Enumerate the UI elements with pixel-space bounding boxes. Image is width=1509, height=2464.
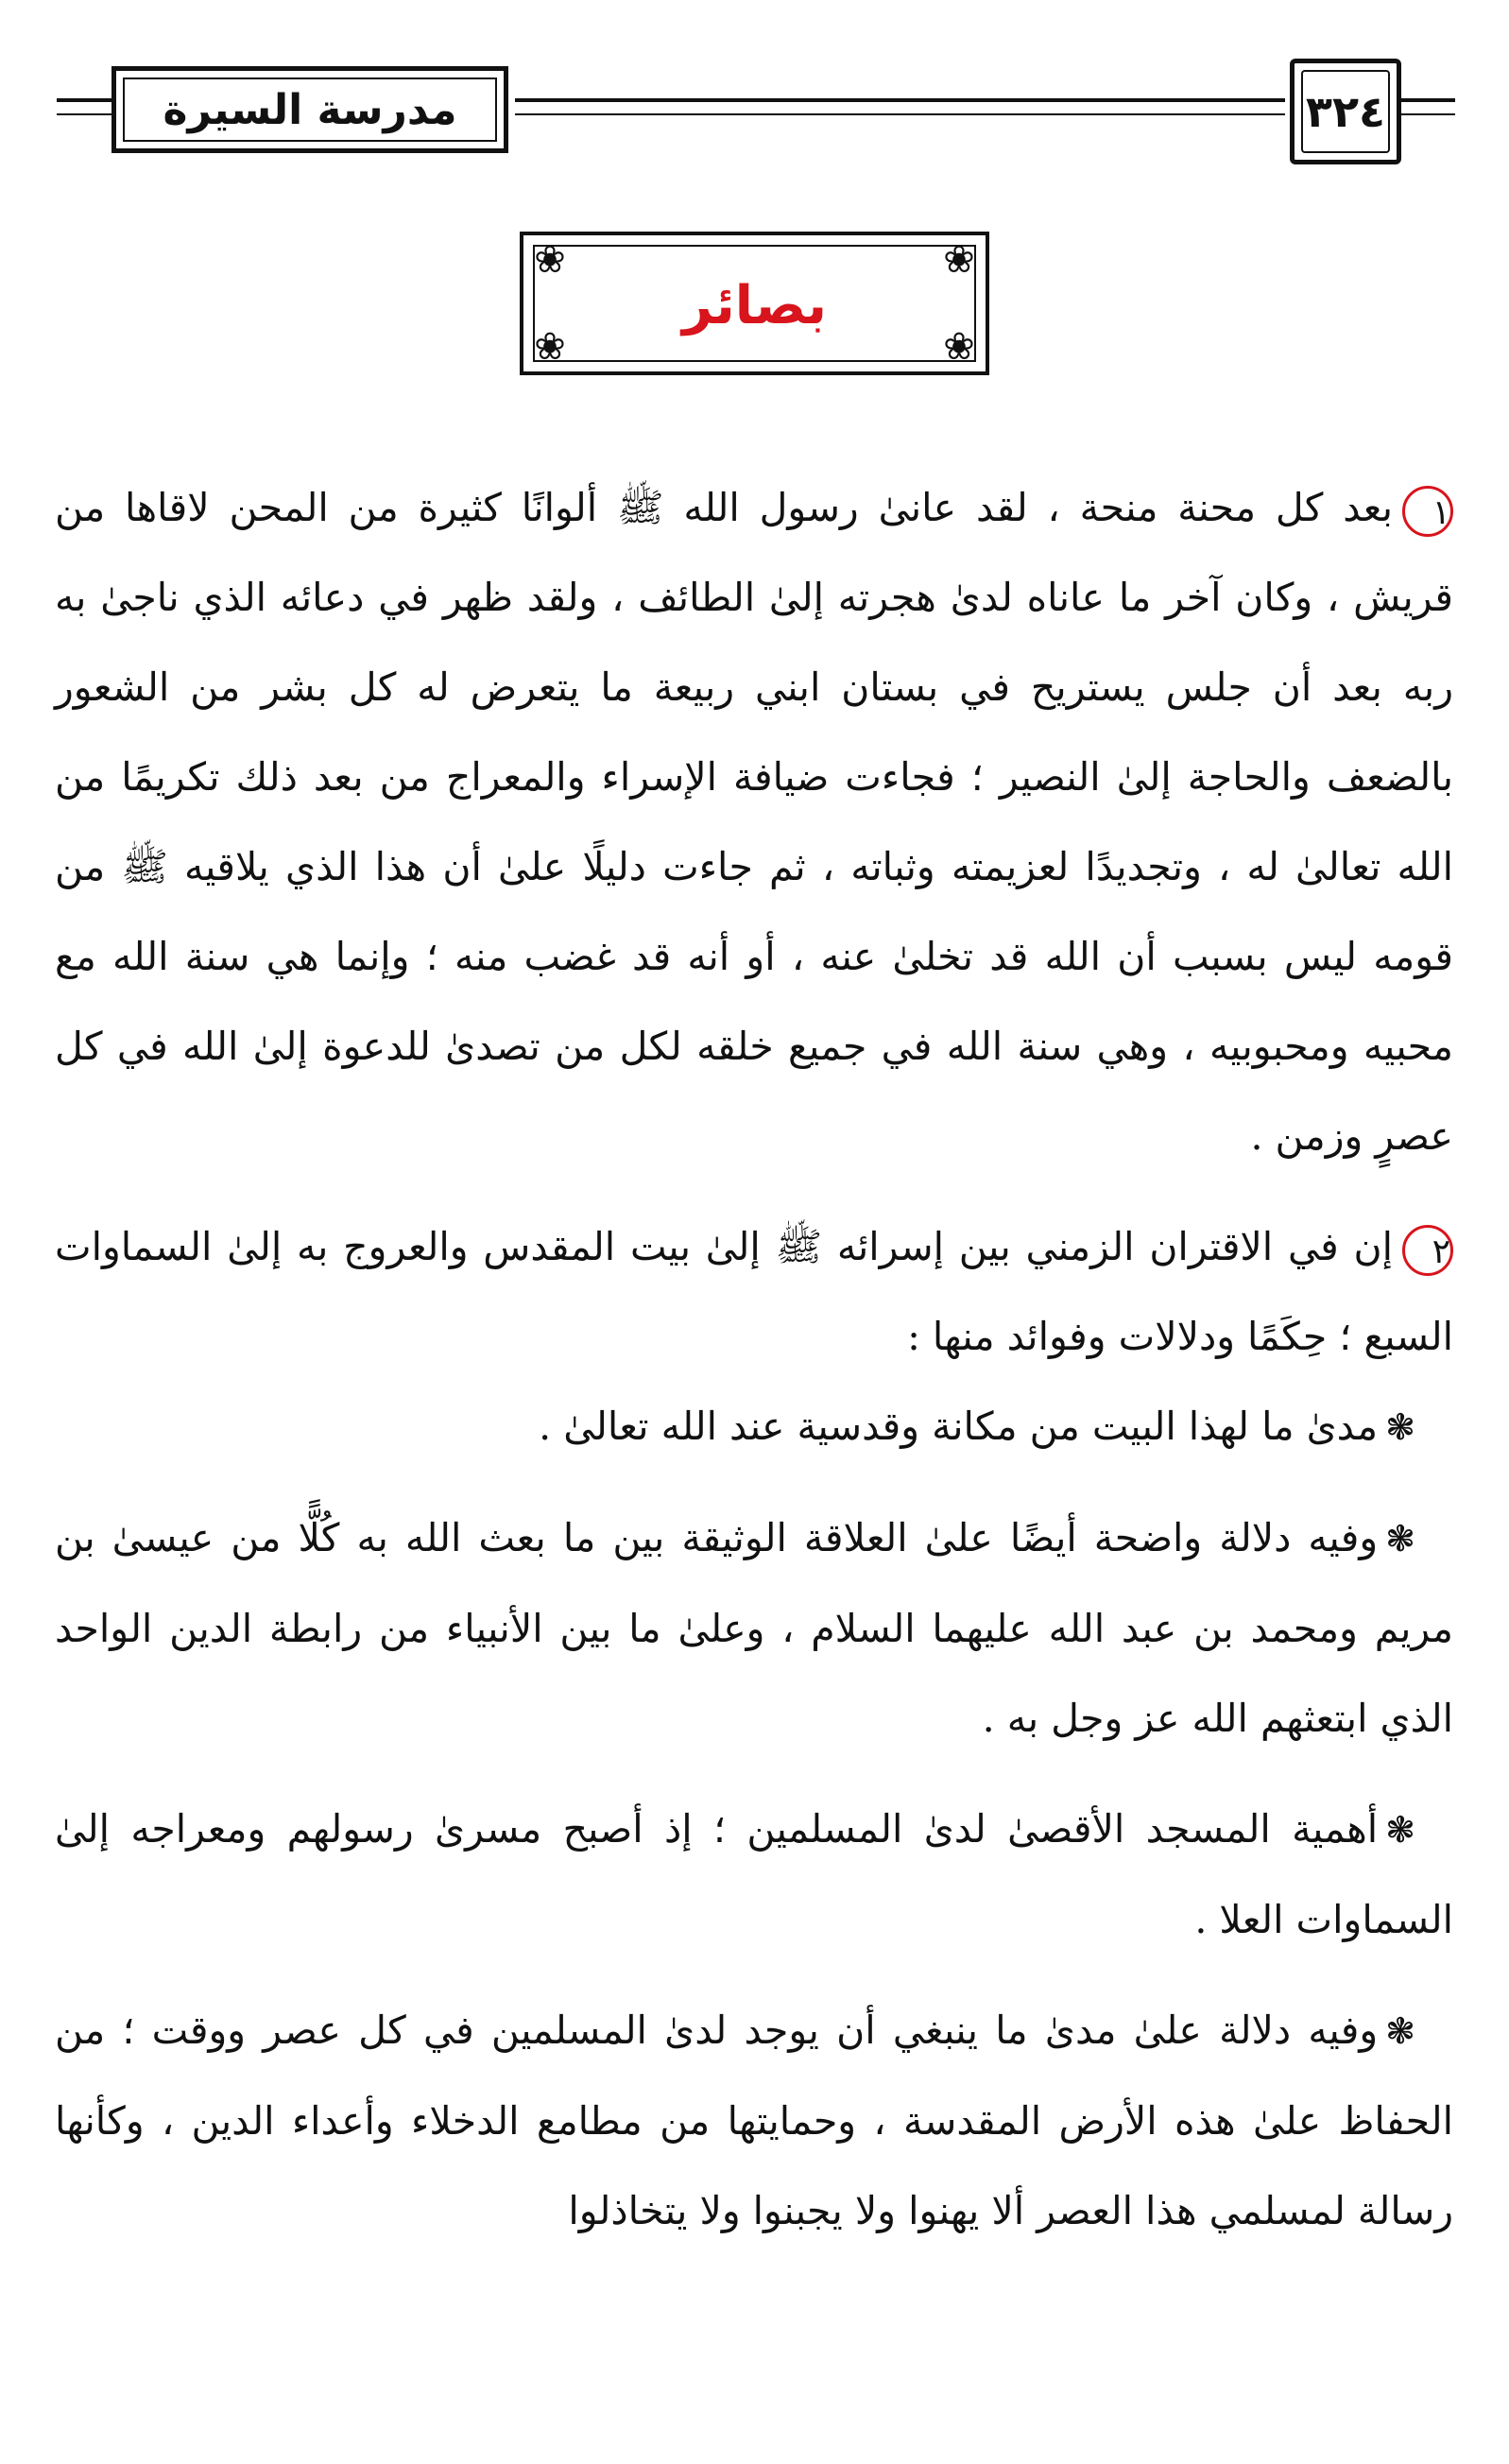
point-text: بعد كل محنة منحة ، لقد عانىٰ رسول الله ﷺ ألوانًا كثيرة من المحن لاقاها من قريش ، وكان آخر ما عاناه لدىٰ هجرته إلىٰ الطائف ، ولقد ظهر في دعائه الذي ناجىٰ به ربه بعد أن جلس يستريح في بستان ابني ربيعة ما يتعرض له كل بشر من الشعور بالضعف والحاجة إلىٰ النصير ؛ فجاءت ضيافة الإسراء والمعراج من بعد ذلك تكريمًا من الله تعالىٰ له ، وتجديدًا لعزيمته وثباته ، ثم جاءت دليلًا علىٰ أن هذا الذي يلاقيه ﷺ من قومه ليس بسبب أن الله قد تخلىٰ عنه ، أو أنه قد غضب منه ؛ وإنما هي سنة الله مع محبيه ومحبوبيه ، وهي سنة الله في جميع خلقه لكل من تصدىٰ للدعوة إلىٰ الله في كل عصرٍ وزمن . bbox=[55, 485, 1453, 1159]
page-number: ٣٢٤ bbox=[1305, 86, 1386, 137]
bullet-item bbox=[55, 1784, 1453, 1965]
header-rule-left bbox=[57, 98, 113, 102]
bullet-text: أهمية المسجد الأقصىٰ لدىٰ المسلمين ؛ إذ أصبح مسرىٰ رسولهم ومعراجه إلىٰ السماوات العلا . bbox=[55, 1806, 1453, 1942]
book-title: مدرسة السيرة bbox=[163, 85, 457, 134]
bullet-item bbox=[55, 1493, 1453, 1764]
corner-ornament-icon: ❀ bbox=[943, 325, 975, 369]
book-title-frame bbox=[111, 66, 508, 153]
bullet-star-icon: ❃ bbox=[1385, 2010, 1415, 2052]
bullet-item bbox=[55, 1986, 1453, 2256]
header-rule-thin bbox=[515, 113, 1285, 115]
point-number-badge: ١ bbox=[1402, 486, 1453, 537]
point-number-badge: ٢ bbox=[1402, 1225, 1453, 1276]
bullet-star-icon: ❃ bbox=[1385, 1406, 1415, 1448]
bullet-star-icon: ❃ bbox=[1385, 1518, 1415, 1559]
header-rule-left-thin bbox=[57, 113, 113, 115]
bullet-text: وفيه دلالة واضحة أيضًا علىٰ العلاقة الوثيقة بين ما بعث الله به كُلًّا من عيسىٰ بن مريم ومحمد بن عبد الله عليهما السلام ، وعلىٰ ما بين الأنبياء من رابطة الدين الواحد الذي ابتعثهم الله عز وجل به . bbox=[55, 1515, 1453, 1741]
numbered-point bbox=[55, 463, 1453, 1181]
corner-ornament-icon: ❀ bbox=[943, 238, 975, 282]
section-title: بصائر bbox=[681, 275, 828, 336]
page-content bbox=[55, 463, 1453, 2256]
bullet-star-icon: ❃ bbox=[1385, 1809, 1415, 1851]
corner-ornament-icon: ❀ bbox=[534, 325, 566, 369]
section-title-box bbox=[520, 232, 989, 375]
bullet-item bbox=[55, 1382, 1415, 1473]
numbered-point bbox=[55, 1202, 1453, 1382]
point-text: إن في الاقتران الزمني بين إسرائه ﷺ إلىٰ بيت المقدس والعروج به إلىٰ السماوات السبع ؛ حِكَمًا ودلالات وفوائد منها : bbox=[55, 1224, 1453, 1359]
bullet-text: مدىٰ ما لهذا البيت من مكانة وقدسية عند الله تعالىٰ . bbox=[539, 1404, 1379, 1449]
header-rule-right bbox=[1398, 98, 1455, 102]
bullet-text: وفيه دلالة علىٰ مدىٰ ما ينبغي أن يوجد لدىٰ المسلمين في كل عصر ووقت ؛ من الحفاظ علىٰ هذه الأرض المقدسة ، وحمايتها من مطامع الدخلاء وأعداء الدين ، وكأنها رسالة لمسلمي هذا العصر ألا يهنوا ولا يجبنوا ولا يتخاذلوا bbox=[55, 2007, 1453, 2233]
page-number-box bbox=[1290, 59, 1401, 164]
corner-ornament-icon: ❀ bbox=[534, 238, 566, 282]
header-rule-right-thin bbox=[1398, 113, 1455, 115]
header-rule bbox=[515, 98, 1285, 102]
